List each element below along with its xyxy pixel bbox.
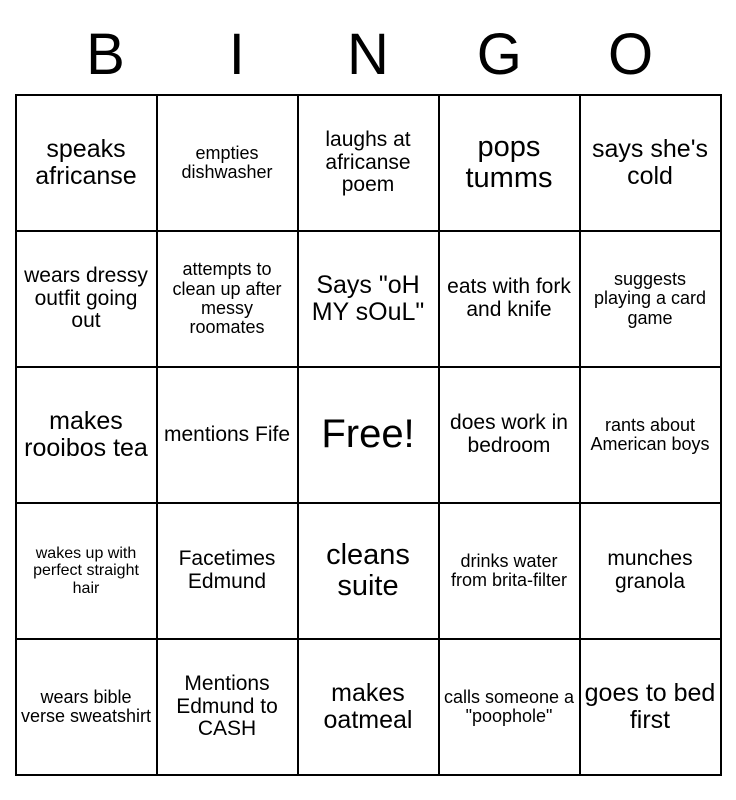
bingo-cell[interactable]: attempts to clean up after messy roomates xyxy=(157,231,298,367)
bingo-cell[interactable]: pops tumms xyxy=(439,95,580,231)
header-letter-i: I xyxy=(228,22,245,87)
bingo-header xyxy=(40,24,696,86)
bingo-row xyxy=(16,231,721,367)
bingo-cell[interactable]: says she's cold xyxy=(580,95,721,231)
bingo-cell[interactable]: mentions Fife xyxy=(157,367,298,503)
bingo-cell[interactable]: makes rooibos tea xyxy=(16,367,157,503)
bingo-cell[interactable]: suggests playing a card game xyxy=(580,231,721,367)
bingo-cell[interactable]: Says "oH MY sOuL" xyxy=(298,231,439,367)
header-letter-o: O xyxy=(607,22,654,87)
header-letter-b: B xyxy=(86,22,125,87)
bingo-cell[interactable]: wears bible verse sweatshirt xyxy=(16,639,157,775)
bingo-cell[interactable]: drinks water from brita-filter xyxy=(439,503,580,639)
bingo-cell[interactable]: eats with fork and knife xyxy=(439,231,580,367)
bingo-cell[interactable]: cleans suite xyxy=(298,503,439,639)
bingo-cell[interactable]: calls someone a "poophole" xyxy=(439,639,580,775)
header-letter-n: N xyxy=(347,22,389,87)
bingo-cell[interactable]: goes to bed first xyxy=(580,639,721,775)
bingo-row xyxy=(16,503,721,639)
bingo-cell[interactable]: makes oatmeal xyxy=(298,639,439,775)
bingo-cell[interactable]: does work in bedroom xyxy=(439,367,580,503)
bingo-cell[interactable]: empties dishwasher xyxy=(157,95,298,231)
header-letter-g: G xyxy=(476,22,522,87)
bingo-cell[interactable]: speaks africanse xyxy=(16,95,157,231)
bingo-row xyxy=(16,639,721,775)
bingo-grid xyxy=(15,94,722,776)
bingo-row xyxy=(16,367,721,503)
bingo-row xyxy=(16,95,721,231)
bingo-cell[interactable]: wakes up with perfect straight hair xyxy=(16,503,157,639)
bingo-cell[interactable]: munches granola xyxy=(580,503,721,639)
bingo-cell[interactable]: Facetimes Edmund xyxy=(157,503,298,639)
bingo-cell[interactable]: Mentions Edmund to CASH xyxy=(157,639,298,775)
bingo-cell[interactable]: rants about American boys xyxy=(580,367,721,503)
bingo-cell[interactable]: laughs at africanse poem xyxy=(298,95,439,231)
bingo-cell[interactable]: wears dressy outfit going out xyxy=(16,231,157,367)
bingo-cell-free[interactable]: Free! xyxy=(298,367,439,503)
